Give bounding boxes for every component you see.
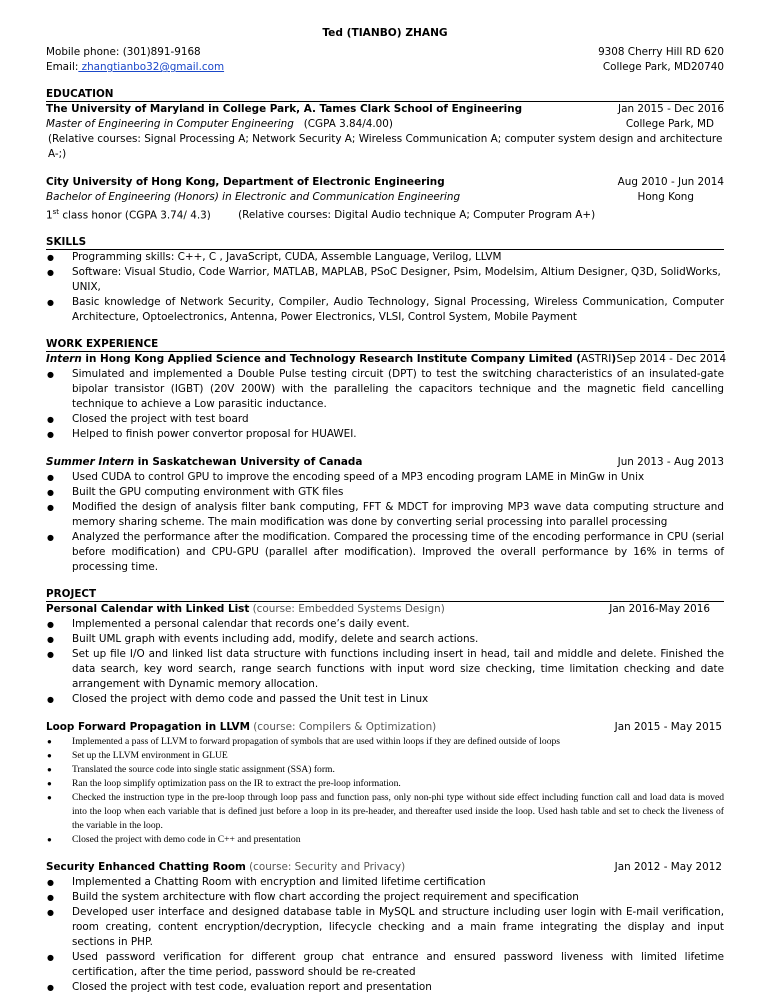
list-item: ● Implemented a pass of LLVM to forward propagation of symbols that are used within loops if they are defined outside of loops [47, 736, 561, 748]
bullet-icon: ● [47, 268, 54, 278]
list-item: ● Translated the source code into single static assignment (SSA) form. [47, 764, 335, 776]
list-item: ● Helped to finish power convertor proposal for HUAWEI. [47, 428, 357, 441]
bullet-icon: ● [47, 908, 54, 918]
list-item: ● Built UML graph with events including add, modify, delete and search actions. [47, 633, 479, 646]
project-details [46, 735, 724, 847]
relative-courses: (Relative courses: Signal Processing A; Network Security A; Wireless Communication A; computer system design and architecture A-;) [48, 133, 723, 160]
project-calendar [46, 602, 724, 707]
city-address: College Park, MD20740 [602, 61, 724, 73]
job-dates: Jun 2013 - Aug 2013 [617, 456, 724, 469]
phone-number: Mobile phone: (301)891-9168 [46, 46, 201, 58]
bullet-icon: ● [47, 650, 54, 660]
list-item: ● Checked the instruction type in the pre-loop through loop pass and function pass, only non-phi type without side effect including function call and load data is moved into the loop when each variable that is defined just before a loop in its pre-header, and thereafter used inside the loop. Used hash table and set to check the liveness of the variable in the loop. [47, 792, 724, 832]
honor-line [46, 205, 724, 223]
list-item: ● Software: Visual Studio, Code Warrior, MATLAB, MAPLAB, PSoC Designer, Psim, Modelsim, Altium Designer, Q3D, SolidWorks, UNIX, [47, 266, 721, 294]
list-item: ● Modified the design of analysis filter bank computing, FFT & MDCT for improving MP3 wave data computing structure and memory sharing scheme. The main modification was done by converting serial processing into parallel processing [47, 501, 724, 529]
resume-page [46, 26, 727, 995]
bullet-icon: ● [47, 893, 54, 903]
degree-line [46, 117, 393, 132]
project-title: Loop Forward Propagation in LLVM (course: Compilers & Optimization) [46, 721, 437, 734]
list-item: ● Closed the project with test board [47, 413, 249, 426]
list-item: ● Used password verification for different group chat entrance and ensured password liveness with limited lifetime certification, after the time period, password should be re-created [47, 951, 724, 979]
project-dates: Jan 2016-May 2016 [609, 603, 710, 616]
list-item: ● Simulated and implemented a Double Pulse testing circuit (DPT) to test the switching characteristics of an insulated-gate bipolar transistor (IGBT) (20V 200W) with the paralleling the capacitors technique and the magnetic field cancelling technique to achieve a Low parasitic inductance. [47, 368, 724, 411]
education-dates: Aug 2010 - Jun 2014 [617, 176, 724, 188]
degree-name: Master of Engineering in Computer Engineering [46, 118, 294, 130]
list-item: ● Used CUDA to control GPU to improve the encoding speed of a MP3 encoding program LAME in MinGw in Unix [47, 471, 645, 484]
list-item: ● Closed the project with demo code and passed the Unit test in Linux [47, 693, 429, 706]
education-entry-umd [46, 102, 724, 162]
bullet-icon: ● [47, 737, 52, 747]
list-item: ● Closed the project with test code, evaluation report and presentation [47, 981, 432, 994]
contact-row-1 [46, 45, 724, 60]
work-experience-heading: WORK EXPERIENCE [46, 337, 724, 352]
list-item: ● Built the GPU computing environment with GTK files [47, 486, 344, 499]
bullet-icon: ● [47, 635, 54, 645]
job-astri [46, 352, 727, 442]
school-name: City University of Hong Kong, Department of Electronic Engineering [46, 176, 445, 188]
project-dates: Jan 2012 - May 2012 [614, 861, 722, 874]
email-link[interactable]: zhangtianbo32@gmail.com [78, 61, 225, 73]
project-title: Personal Calendar with Linked List (course: Embedded Systems Design) [46, 603, 445, 616]
project-details [46, 875, 724, 995]
degree-name: Bachelor of Engineering (Honors) in Electronic and Communication Engineering [46, 191, 461, 203]
bullet-icon: ● [47, 751, 52, 761]
job-saskatchewan [46, 455, 724, 575]
education-location: Hong Kong [637, 191, 694, 203]
email-label: Email: [46, 61, 79, 73]
list-item: ● Implemented a personal calendar that records one’s daily event. [47, 618, 410, 631]
bullet-icon: ● [47, 793, 52, 803]
project-chatroom [46, 860, 724, 995]
job-title: Intern in Hong Kong Applied Science and Technology Research Institute Company Limited (ASTRI) [46, 353, 617, 366]
degree-gpa: (CGPA 3.84/4.00) [303, 118, 393, 130]
bullet-icon: ● [47, 430, 54, 440]
job-duties [46, 470, 724, 575]
job-dates: Sep 2014 - Dec 2014 [616, 353, 727, 366]
street-address: 9308 Cherry Hill RD 620 [598, 46, 724, 58]
bullet-icon: ● [47, 473, 54, 483]
bullet-icon: ● [47, 488, 54, 498]
list-item: ● Ran the loop simplify optimization pass on the IR to extract the pre-loop information. [47, 778, 401, 790]
list-item: ● Build the system architecture with flow chart according the project requirement and specification [47, 891, 579, 904]
bullet-icon: ● [47, 953, 54, 963]
honor-number: 1 [46, 209, 53, 222]
skills-list [46, 250, 724, 325]
honor-suffix: st [52, 208, 60, 216]
project-llvm [46, 720, 724, 847]
list-item: ● Set up the LLVM environment in GLUE [47, 750, 228, 762]
job-duties [46, 367, 724, 442]
relative-courses: (Relative courses: Digital Audio technique A; Computer Program A+) [238, 209, 596, 222]
bullet-icon: ● [47, 835, 52, 845]
bullet-icon: ● [47, 298, 54, 308]
bullet-icon: ● [47, 370, 54, 380]
honor-text: class honor (CGPA 3.74/ 4.3) [59, 209, 211, 222]
education-dates: Jan 2015 - Dec 2016 [618, 103, 724, 115]
bullet-icon: ● [47, 765, 52, 775]
bullet-icon: ● [47, 415, 54, 425]
project-dates: Jan 2015 - May 2015 [614, 721, 722, 734]
list-item: ● Basic knowledge of Network Security, Compiler, Audio Technology, Signal Processing, Wireless Communication, Computer Architecture, Optoelectronics, Antenna, Power Electronics, VLSI, Control System, Mobile Payment [47, 296, 724, 324]
bullet-icon: ● [47, 503, 54, 513]
skills-heading: SKILLS [46, 235, 724, 250]
bullet-icon: ● [47, 620, 54, 630]
email-line [46, 60, 224, 75]
project-details [46, 617, 724, 707]
education-location: College Park, MD [625, 118, 714, 130]
list-item: ● Developed user interface and designed database table in MySQL and structure including user login with E-mail verification, room creating, content encryption/decryption, lifecycle checking and a main frame integrating the display and input sections in PHP. [47, 906, 724, 949]
school-name: The University of Maryland in College Park, A. Tames Clark School of Engineering [46, 103, 523, 115]
candidate-name: Ted (TIANBO) ZHANG [322, 27, 448, 39]
list-item: ● Implemented a Chatting Room with encryption and limited lifetime certification [47, 876, 486, 889]
contact-row-2 [46, 60, 724, 75]
list-item: ● Analyzed the performance after the modification. Compared the processing time of the encoding performance in CPU (serial before modification) and CPU-GPU (parallel after modification). Improved the overall performance by 16% in terms of processing time. [47, 531, 724, 574]
bullet-icon: ● [47, 253, 54, 263]
education-entry-cityu [46, 175, 724, 223]
bullet-icon: ● [47, 695, 54, 705]
bullet-icon: ● [47, 533, 54, 543]
job-title: Summer Intern in Saskatchewan University of Canada [46, 456, 363, 469]
bullet-icon: ● [47, 983, 54, 993]
list-item: ● Programming skills: C++, C , JavaScript, CUDA, Assemble Language, Verilog, LLVM [47, 251, 502, 264]
bullet-icon: ● [47, 878, 54, 888]
list-item: ● Closed the project with demo code in C++ and presentation [47, 834, 301, 846]
bullet-icon: ● [47, 779, 52, 789]
project-heading: PROJECT [46, 587, 724, 602]
list-item: ● Set up file I/O and linked list data structure with functions including insert in head, tail and middle and delete. Finished the data search, key word search, range search functions with input word size checking, time limitation checking and date arrangement with Dynamic memory allocation. [47, 648, 724, 691]
education-heading: EDUCATION [46, 87, 724, 102]
project-title: Security Enhanced Chatting Room (course: Security and Privacy) [46, 861, 406, 874]
